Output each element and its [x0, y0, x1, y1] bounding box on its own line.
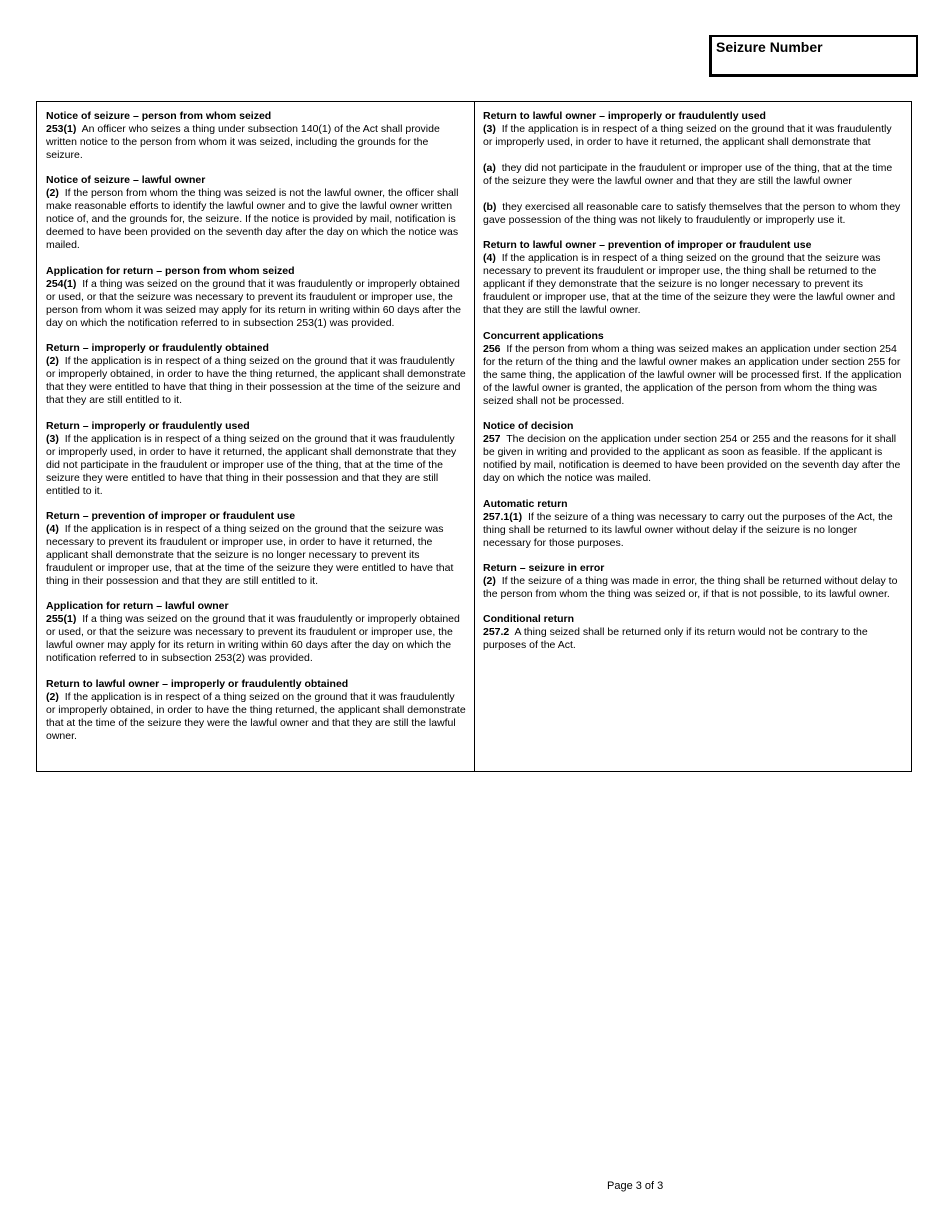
- seizure-number-field[interactable]: [709, 35, 918, 77]
- section-body: [46, 613, 466, 665]
- section-255-1: [46, 600, 466, 665]
- sub-item-label: (a): [483, 162, 496, 174]
- section-heading: Return to lawful owner – improperly or fraudulently used: [483, 110, 766, 122]
- section-body: [46, 278, 466, 330]
- section-text: If the application is in respect of a thing seized on the ground that it was fraudulently or improperly obtained, in order to have the thing returned, the applicant shall demonstrate that they were entitled to have that thing in their possession at the time of the seizure and that they are still entitled to it.: [46, 355, 466, 407]
- section-number: 254(1): [46, 277, 77, 290]
- section-heading: Return to lawful owner – prevention of improper or fraudulent use: [483, 239, 812, 252]
- section-text: If the application is in respect of a thing seized on the ground that it was fraudulently or improperly obtained, in order to have the thing returned, the applicant shall demonstrate that at the time of the seizure they were the lawful owner and that they are still the lawful owner.: [46, 690, 466, 742]
- section-body: [483, 511, 903, 550]
- section-number: (3): [46, 432, 59, 445]
- section-257-1-1: [483, 498, 903, 550]
- section-heading: Return to lawful owner – improperly or fraudulently obtained: [46, 677, 349, 690]
- section-number: (2): [46, 690, 59, 703]
- section-body: [46, 691, 466, 743]
- section-text: If the person from whom the thing was seized is not the lawful owner, the officer shall make reasonable efforts to identify the lawful owner and to give the lawful owner written notice of, and the grounds for, the seizure. If the notice is provided by mail, notification is deemed to have been provided on the seventh day after the day on which the notice was mailed.: [46, 187, 459, 252]
- section-body: [46, 355, 466, 407]
- section-number: 257: [483, 433, 501, 446]
- section-heading: Application for return – person from whom seized: [46, 264, 295, 277]
- section-heading: Return – prevention of improper or fraudulent use: [46, 509, 296, 522]
- section-body: [46, 523, 466, 588]
- section-text: If a thing was seized on the ground that it was fraudulently or improperly obtained or used, or that the seizure was necessary to prevent its fraudulent or improper use, the person from whom it was seized may apply for its return in writing within 60 days after the day on which the notification referred to in subsection 253(1) was provided.: [46, 277, 461, 329]
- legal-text-table: [36, 101, 912, 772]
- seizure-number-label: Seizure Number: [716, 39, 823, 55]
- section-body: [483, 575, 903, 601]
- page-number: Page 3 of 3: [607, 1180, 664, 1192]
- section-heading: Automatic return: [483, 497, 568, 510]
- section-heading: Concurrent applications: [483, 329, 604, 342]
- section-257-2: [483, 613, 903, 652]
- section-body: [46, 123, 466, 162]
- section-body: [46, 187, 466, 252]
- section-text: If the application is in respect of a thing seized on the ground that it was fraudulently or improperly used, in order to have it returned, the applicant shall demonstrate that they did not participate in the fraudulent or improper use of the thing, that at the time of the seizure they were entitled to have that thing in their possession and that they are still entitled to it.: [46, 432, 457, 497]
- sub-item-text: they did not participate in the fraudulent or improper use of the thing, that at the time of the seizure they were the lawful owner and that they are still the lawful owner: [483, 162, 893, 187]
- section-number: (4): [46, 522, 59, 535]
- section-number: 257.1(1): [483, 510, 523, 523]
- section-number: (4): [483, 252, 496, 265]
- section-text: If the person from whom a thing was seized makes an application under section 254 for the return of the thing and the lawful owner makes an application under section 255 for the same thing, the application of the lawful owner will be processed first. If the application of the lawful owner is granted, the application of the person from whom the thing was seized shall not be processed.: [483, 342, 902, 407]
- section-text: A thing seized shall be returned only if its return would not be contrary to the purposes of the Act.: [483, 626, 868, 652]
- section-254-1: [46, 265, 466, 330]
- sub-item-text: they exercised all reasonable care to satisfy themselves that the person to whom they gave possession of the thing was not likely to fraudulently or improperly use it.: [483, 201, 901, 226]
- section-number: 257.2: [483, 626, 510, 639]
- section-heading: Return – improperly or fraudulently used: [46, 419, 250, 432]
- section-number: 256: [483, 342, 501, 355]
- section-254-4: [46, 510, 466, 588]
- sub-item-label: (b): [483, 201, 497, 213]
- section-heading: Return – improperly or fraudulently obtained: [46, 342, 269, 355]
- section-255-4: [483, 239, 903, 317]
- section-256: [483, 330, 903, 408]
- section-254-3: [46, 420, 466, 498]
- section-253-2: [46, 174, 466, 252]
- section-number: (2): [483, 574, 496, 587]
- section-text: If the application is in respect of a thing seized on the ground that the seizure was necessary to prevent its fraudulent or improper use, in order to have it returned, the applicant shall demonstrate that the seizure is no longer necessary to prevent its fraudulent or improper use, that at the time of the seizure they were entitled to have that thing in their possession and that they are still entitled to it.: [46, 522, 454, 587]
- section-text: If the application is in respect of a thing seized on the ground that it was fraudulently or improperly used, in order to have it returned, the applicant shall demonstrate that: [483, 123, 892, 148]
- section-text: An officer who seizes a thing under subsection 140(1) of the Act shall provide written notice to the person from whom it was seized, including the grounds for the seizure.: [46, 123, 440, 161]
- section-number: 253(1): [46, 123, 77, 135]
- sub-item-b: [483, 201, 903, 227]
- left-column: [37, 102, 475, 771]
- section-number: (2): [46, 187, 59, 200]
- section-number: (2): [46, 355, 59, 368]
- section-255-3: [483, 110, 903, 227]
- section-text: If the seizure of a thing was necessary to carry out the purposes of the Act, the thing shall be returned to its lawful owner without delay if the seizure is no longer necessary for those purposes.: [483, 510, 893, 549]
- section-body: [483, 252, 903, 317]
- section-254-2: [46, 342, 466, 407]
- section-text: If the application is in respect of a thing seized on the ground that the seizure was necessary to prevent its fraudulent or improper use, the thing shall be returned to the applicant if they demonstrate that the seizure is no longer necessary to prevent its fraudulent or improper use, that at the time of the seizure they were the lawful owner and that they are still the lawful owner.: [483, 252, 896, 317]
- section-253-1: [46, 110, 466, 162]
- section-text: If the seizure of a thing was made in error, the thing shall be returned without delay to the person from whom the thing was seized or, if that is not possible, to its lawful owner.: [483, 574, 898, 600]
- section-number: (3): [483, 123, 496, 135]
- section-text: If a thing was seized on the ground that it was fraudulently or improperly obtained or used, or that the seizure was necessary to prevent its fraudulent or improper use, the lawful owner may apply for its return in writing within 60 days after the day on which the notification referred to in subsection 253(2) was provided.: [46, 613, 460, 665]
- section-heading: Notice of seizure – lawful owner: [46, 174, 206, 187]
- section-257: [483, 420, 903, 485]
- sub-item-a: [483, 162, 903, 188]
- section-heading: Conditional return: [483, 613, 574, 626]
- right-column: [475, 102, 911, 771]
- section-text: The decision on the application under section 254 or 255 and the reasons for it shall be given in writing and provided to the applicant as soon as feasible. If the applicant is notified by mail, notification is deemed to have been provided on the seventh day after the day on which the notice was mailed.: [483, 433, 901, 485]
- section-heading: Application for return – lawful owner: [46, 600, 229, 613]
- section-heading: Return – seizure in error: [483, 561, 605, 574]
- section-heading: Notice of seizure – person from whom seized: [46, 110, 272, 122]
- section-heading: Notice of decision: [483, 420, 574, 433]
- section-number: 255(1): [46, 613, 77, 626]
- section-body: [483, 433, 903, 485]
- section-255-2: [46, 678, 466, 743]
- section-body: [483, 123, 903, 149]
- section-257-1-2: [483, 562, 903, 601]
- section-body: [46, 433, 466, 498]
- section-body: [483, 626, 903, 652]
- section-body: [483, 343, 903, 408]
